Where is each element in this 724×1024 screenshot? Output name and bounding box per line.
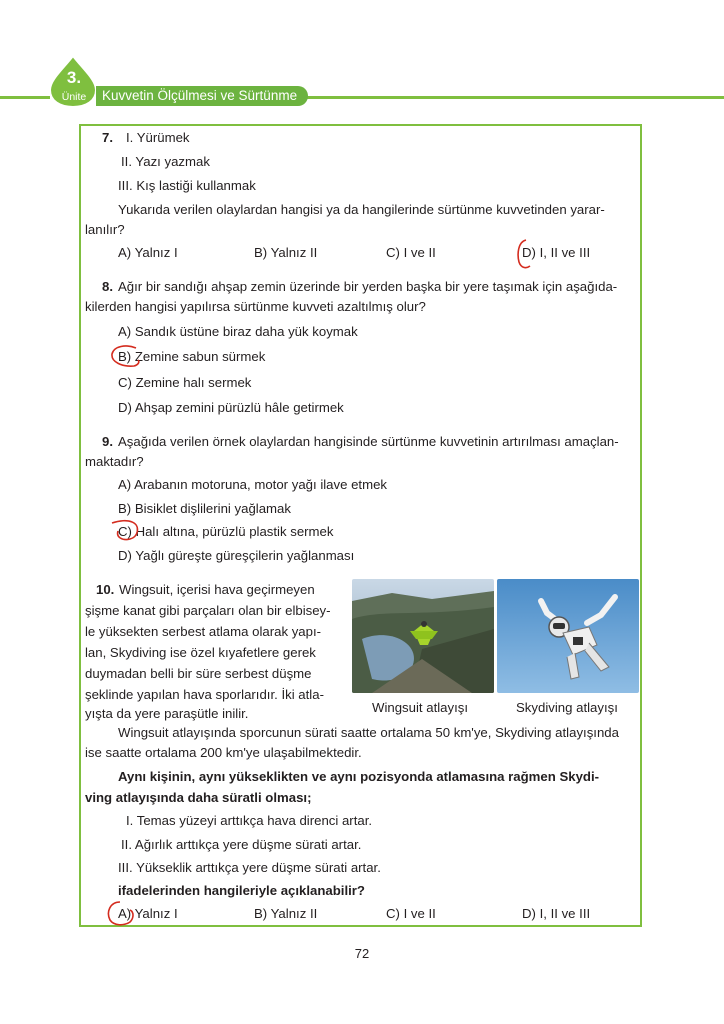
q10-bold-1: Aynı kişinin, aynı yükseklikten ve aynı pozisyonda atlamasına rağmen Skydi-	[118, 769, 600, 784]
q10-item-1: I. Temas yüzeyi arttıkça hava direnci artar.	[126, 813, 373, 828]
q10-item-2: II. Ağırlık arttıkça yere düşme sürati artar.	[121, 837, 362, 852]
q10-para-3: le yüksekten serbest atlama olarak yapı-	[85, 624, 322, 639]
q10-answer-circle-icon	[104, 896, 136, 930]
q10-para-1: Wingsuit, içerisi hava geçirmeyen	[119, 582, 315, 597]
q8-stem-1: Ağır bir sandığı ahşap zemin üzerinde bir yerden başka bir yere taşımak için aşağıda-	[118, 279, 618, 294]
chapter-title: Kuvvetin Ölçülmesi ve Sürtünme	[96, 86, 308, 106]
q9-option-b[interactable]: B) Bisiklet dişlilerini yağlamak	[118, 501, 291, 516]
q8-number: 8.	[102, 279, 113, 294]
q10-speed-2: ise saatte ortalama 200 km'ye ulaşabilmektedir.	[85, 745, 362, 760]
q7-stem-1: Yukarıda verilen olaylardan hangisi ya da hangilerinde sürtünme kuvvetinden yarar-	[118, 202, 605, 217]
q10-para-4: lan, Skydiving ise özel kıyafetlere gerek	[85, 645, 316, 660]
q10-para-7: yışta da yere paraşütle inilir.	[85, 706, 249, 721]
wingsuit-photo	[352, 579, 494, 693]
q9-option-a[interactable]: A) Arabanın motoruna, motor yağı ilave etmek	[118, 477, 388, 492]
q10-number: 10.	[96, 582, 115, 597]
q7-item-3: III. Kış lastiği kullanmak	[118, 178, 256, 193]
q9-option-d[interactable]: D) Yağlı güreşte güreşçilerin yağlanması	[118, 548, 355, 563]
q10-option-b[interactable]: B) Yalnız II	[254, 906, 318, 921]
q10-option-c[interactable]: C) I ve II	[386, 906, 436, 921]
q7-answer-circle-icon	[514, 236, 538, 272]
q9-answer-circle-icon	[108, 515, 144, 545]
q10-para-6: şeklinde yapılan hava sporlarıdır. İki atla-	[85, 687, 324, 702]
page-number: 72	[354, 946, 370, 961]
q7-option-a[interactable]: A) Yalnız I	[118, 245, 178, 260]
q9-stem-1: Aşağıda verilen örnek olaylardan hangisinde sürtünme kuvvetinin artırılması amaçlan-	[118, 434, 619, 449]
q9-option-c[interactable]: C) Halı altına, pürüzlü plastik sermek	[118, 524, 334, 539]
q10-para-2: şişme kanat gibi parçaları olan bir elbisey-	[85, 603, 331, 618]
q10-option-d[interactable]: D) I, II ve III	[522, 906, 591, 921]
q10-speed-1: Wingsuit atlayışında sporcunun sürati saatte ortalama 50 km'ye, Skydiving atlayışında	[118, 725, 619, 740]
q10-option-a[interactable]: A) Yalnız I	[118, 906, 178, 921]
q10-item-3: III. Yükseklik arttıkça yere düşme sürati artar.	[118, 860, 381, 875]
q10-para-5: duymadan belli bir süre serbest düşme	[85, 666, 312, 681]
q8-option-c[interactable]: C) Zemine halı sermek	[118, 375, 252, 390]
header-rule-left	[0, 96, 50, 99]
q7-option-b[interactable]: B) Yalnız II	[254, 245, 318, 260]
skydiving-photo	[497, 579, 639, 693]
q10-bold-2: ving atlayışında daha süratli olması;	[85, 790, 312, 805]
q7-stem-2: lanılır?	[85, 222, 125, 237]
q8-option-b[interactable]: B) Zemine sabun sürmek	[118, 349, 266, 364]
wingsuit-caption: Wingsuit atlayışı	[372, 700, 469, 715]
skydiving-caption: Skydiving atlayışı	[516, 700, 618, 715]
unit-label: Ünite	[61, 91, 87, 103]
q7-number: 7.	[102, 130, 113, 145]
q9-number: 9.	[102, 434, 113, 449]
q7-option-c[interactable]: C) I ve II	[386, 245, 436, 260]
q7-option-d[interactable]: D) I, II ve III	[522, 245, 591, 260]
q7-item-1: I. Yürümek	[126, 130, 190, 145]
q8-option-a[interactable]: A) Sandık üstüne biraz daha yük koymak	[118, 324, 358, 339]
q9-stem-2: maktadır?	[85, 454, 144, 469]
q8-option-d[interactable]: D) Ahşap zemini pürüzlü hâle getirmek	[118, 400, 344, 415]
unit-number: 3.	[66, 68, 82, 87]
q10-ask: ifadelerinden hangileriyle açıklanabilir?	[118, 883, 365, 898]
q8-stem-2: kilerden hangisi yapılırsa sürtünme kuvveti azaltılmış olur?	[85, 299, 426, 314]
q8-answer-circle-icon	[108, 340, 148, 372]
q7-item-2: II. Yazı yazmak	[121, 154, 210, 169]
header-rule-right	[300, 96, 724, 99]
